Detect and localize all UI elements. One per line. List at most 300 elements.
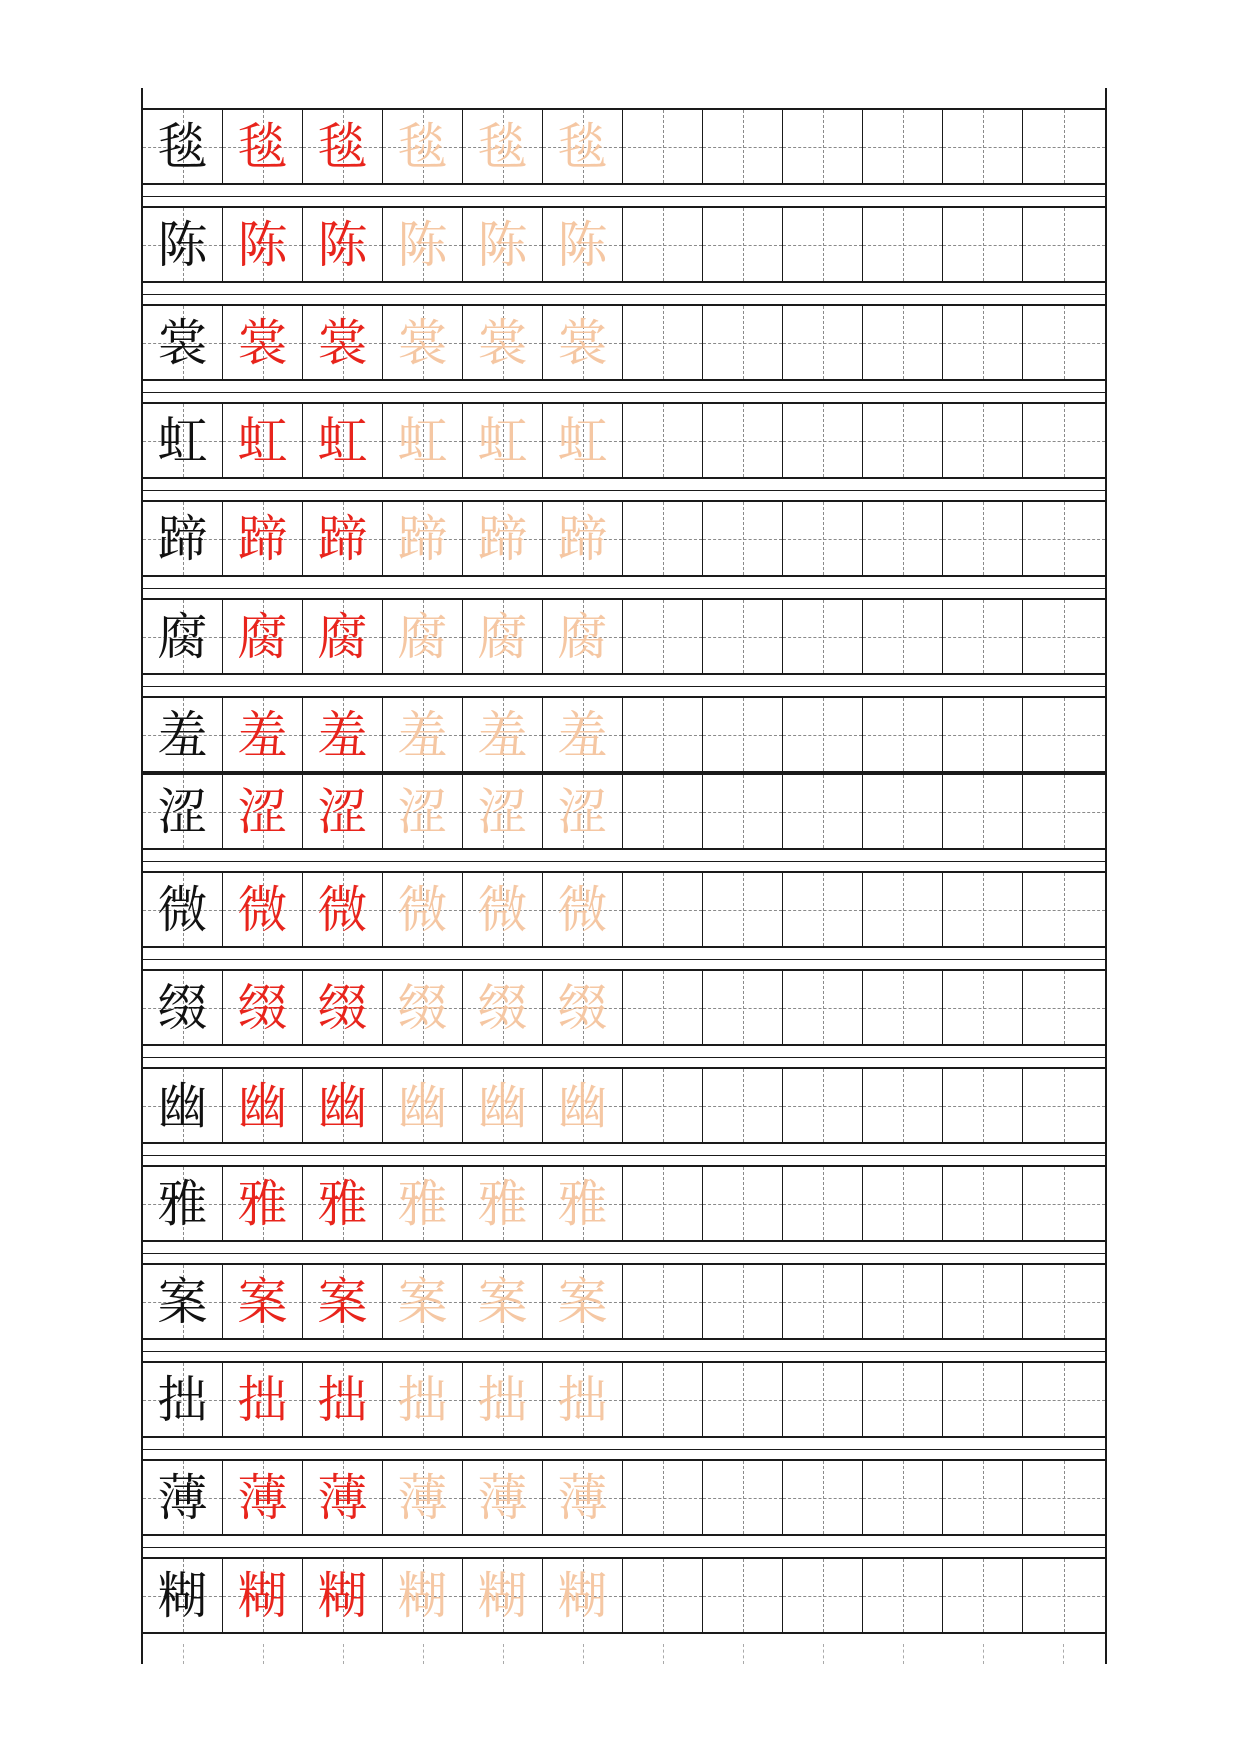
trace-char: 腐 — [397, 607, 448, 666]
model-char: 腐 — [157, 607, 208, 666]
row-gap — [141, 1242, 1107, 1263]
trace-char: 虹 — [477, 411, 528, 470]
light-trace-cell — [383, 1559, 463, 1632]
trace-char: 幽 — [397, 1076, 448, 1135]
model-char: 微 — [157, 880, 208, 939]
red-trace-cell — [223, 306, 303, 379]
trace-char: 裳 — [477, 313, 528, 372]
trace-char: 陈 — [557, 215, 608, 274]
light-trace-cell — [543, 1363, 623, 1436]
light-trace-cell — [463, 1461, 543, 1534]
practice-row — [141, 402, 1107, 479]
blank-practice-cell[interactable] — [863, 110, 943, 183]
red-trace-cell — [303, 698, 383, 771]
light-trace-cell — [463, 775, 543, 848]
light-trace-cell — [383, 873, 463, 946]
red-trace-cell — [303, 110, 383, 183]
blank-practice-cell[interactable] — [863, 1363, 943, 1436]
trace-char: 案 — [477, 1272, 528, 1331]
light-trace-cell — [463, 502, 543, 575]
blank-practice-cell[interactable] — [863, 1167, 943, 1240]
light-trace-cell — [383, 775, 463, 848]
practice-row — [141, 969, 1107, 1046]
model-char: 案 — [157, 1272, 208, 1331]
blank-practice-cell[interactable] — [1023, 698, 1105, 771]
model-char-cell — [143, 110, 223, 183]
light-trace-cell — [383, 1069, 463, 1142]
red-trace-cell — [223, 1167, 303, 1240]
practice-row — [141, 1263, 1107, 1340]
gap-line — [143, 588, 1105, 589]
light-trace-cell — [543, 1265, 623, 1338]
blank-practice-cell[interactable] — [863, 873, 943, 946]
trace-char: 拙 — [557, 1370, 608, 1429]
blank-practice-cell[interactable] — [943, 404, 1023, 477]
light-trace-cell — [463, 1069, 543, 1142]
practice-row — [141, 304, 1107, 381]
red-trace-cell — [303, 1461, 383, 1534]
trace-char: 拙 — [477, 1370, 528, 1429]
light-trace-cell — [463, 971, 543, 1044]
trace-char: 糊 — [237, 1566, 288, 1625]
light-trace-cell — [463, 208, 543, 281]
trace-char: 毯 — [237, 117, 288, 176]
blank-practice-cell[interactable] — [863, 1069, 943, 1142]
blank-practice-cell[interactable] — [783, 1265, 863, 1338]
model-char-cell — [143, 1363, 223, 1436]
blank-practice-cell[interactable] — [703, 502, 783, 575]
blank-practice-cell[interactable] — [623, 1167, 703, 1240]
trace-char: 蹄 — [237, 509, 288, 568]
trace-char: 陈 — [237, 215, 288, 274]
trace-char: 羞 — [237, 705, 288, 764]
blank-practice-cell[interactable] — [783, 775, 863, 848]
blank-practice-cell[interactable] — [943, 1167, 1023, 1240]
trace-char: 薄 — [477, 1468, 528, 1527]
gap-line — [143, 1155, 1105, 1156]
blank-practice-cell[interactable] — [623, 1265, 703, 1338]
blank-practice-cell[interactable] — [703, 1265, 783, 1338]
blank-practice-cell[interactable] — [783, 502, 863, 575]
trace-char: 幽 — [317, 1076, 368, 1135]
blank-practice-cell[interactable] — [1023, 208, 1105, 281]
blank-practice-cell[interactable] — [1023, 502, 1105, 575]
red-trace-cell — [223, 1265, 303, 1338]
model-char-cell — [143, 1167, 223, 1240]
model-char-cell — [143, 971, 223, 1044]
blank-practice-cell[interactable] — [623, 971, 703, 1044]
blank-practice-cell[interactable] — [703, 404, 783, 477]
trace-char: 涩 — [317, 782, 368, 841]
blank-practice-cell[interactable] — [703, 600, 783, 673]
trace-char: 涩 — [477, 782, 528, 841]
light-trace-cell — [463, 1559, 543, 1632]
practice-row — [141, 773, 1107, 850]
trace-char: 糊 — [317, 1566, 368, 1625]
gap-line — [143, 861, 1105, 862]
blank-practice-cell[interactable] — [863, 775, 943, 848]
tail-guide — [663, 1644, 664, 1664]
blank-practice-cell[interactable] — [943, 208, 1023, 281]
blank-practice-cell[interactable] — [783, 698, 863, 771]
light-trace-cell — [543, 502, 623, 575]
trace-char: 微 — [237, 880, 288, 939]
light-trace-cell — [383, 404, 463, 477]
red-trace-cell — [223, 208, 303, 281]
trace-char: 微 — [477, 880, 528, 939]
trace-char: 蹄 — [317, 509, 368, 568]
trace-char: 薄 — [317, 1468, 368, 1527]
blank-practice-cell[interactable] — [1023, 1167, 1105, 1240]
model-char-cell — [143, 1559, 223, 1632]
blank-practice-cell[interactable] — [943, 1069, 1023, 1142]
blank-practice-cell[interactable] — [943, 110, 1023, 183]
tail-guide — [343, 1644, 344, 1664]
gap-line — [143, 1449, 1105, 1450]
gap-line — [143, 686, 1105, 687]
light-trace-cell — [543, 404, 623, 477]
model-char: 羞 — [157, 705, 208, 764]
blank-practice-cell[interactable] — [1023, 404, 1105, 477]
gap-line — [143, 1351, 1105, 1352]
trace-char: 缀 — [317, 978, 368, 1037]
trace-char: 虹 — [317, 411, 368, 470]
red-trace-cell — [303, 404, 383, 477]
light-trace-cell — [383, 1265, 463, 1338]
red-trace-cell — [223, 1363, 303, 1436]
red-trace-cell — [223, 404, 303, 477]
blank-practice-cell[interactable] — [703, 306, 783, 379]
blank-practice-cell[interactable] — [863, 404, 943, 477]
blank-practice-cell[interactable] — [623, 1363, 703, 1436]
model-char: 毯 — [157, 117, 208, 176]
red-trace-cell — [303, 1265, 383, 1338]
blank-practice-cell[interactable] — [943, 873, 1023, 946]
trace-char: 羞 — [557, 705, 608, 764]
red-trace-cell — [223, 1069, 303, 1142]
model-char-cell — [143, 306, 223, 379]
red-trace-cell — [303, 775, 383, 848]
blank-practice-cell[interactable] — [1023, 600, 1105, 673]
light-trace-cell — [463, 110, 543, 183]
model-char-cell — [143, 698, 223, 771]
blank-practice-cell[interactable] — [703, 698, 783, 771]
trace-char: 雅 — [237, 1174, 288, 1233]
blank-practice-cell[interactable] — [1023, 1559, 1105, 1632]
blank-practice-cell[interactable] — [943, 698, 1023, 771]
row-gap — [141, 850, 1107, 871]
practice-row — [141, 696, 1107, 773]
blank-practice-cell[interactable] — [863, 1265, 943, 1338]
blank-practice-cell[interactable] — [863, 600, 943, 673]
blank-practice-cell[interactable] — [1023, 1069, 1105, 1142]
model-char: 薄 — [157, 1468, 208, 1527]
bottom-margin — [141, 1634, 1107, 1664]
blank-practice-cell[interactable] — [863, 1559, 943, 1632]
trace-char: 雅 — [557, 1174, 608, 1233]
blank-practice-cell[interactable] — [943, 1265, 1023, 1338]
blank-practice-cell[interactable] — [783, 600, 863, 673]
light-trace-cell — [463, 1265, 543, 1338]
red-trace-cell — [223, 1559, 303, 1632]
blank-practice-cell[interactable] — [1023, 1363, 1105, 1436]
blank-practice-cell[interactable] — [863, 306, 943, 379]
trace-char: 拙 — [397, 1370, 448, 1429]
blank-practice-cell[interactable] — [783, 1363, 863, 1436]
row-gap — [141, 675, 1107, 696]
light-trace-cell — [383, 1461, 463, 1534]
model-char: 糊 — [157, 1566, 208, 1625]
blank-practice-cell[interactable] — [1023, 1461, 1105, 1534]
blank-practice-cell[interactable] — [623, 1461, 703, 1534]
light-trace-cell — [543, 306, 623, 379]
light-trace-cell — [543, 971, 623, 1044]
row-gap — [141, 1144, 1107, 1165]
blank-practice-cell[interactable] — [703, 1363, 783, 1436]
blank-practice-cell[interactable] — [863, 698, 943, 771]
light-trace-cell — [463, 306, 543, 379]
tail-guide — [823, 1644, 824, 1664]
practice-row — [141, 500, 1107, 577]
blank-practice-cell[interactable] — [863, 1461, 943, 1534]
practice-row — [141, 1165, 1107, 1242]
trace-char: 蹄 — [397, 509, 448, 568]
red-trace-cell — [223, 873, 303, 946]
blank-practice-cell[interactable] — [1023, 775, 1105, 848]
red-trace-cell — [223, 600, 303, 673]
gap-line — [143, 196, 1105, 197]
row-gap — [141, 1340, 1107, 1361]
trace-char: 薄 — [557, 1468, 608, 1527]
blank-practice-cell[interactable] — [783, 1167, 863, 1240]
blank-practice-cell[interactable] — [943, 502, 1023, 575]
light-trace-cell — [383, 306, 463, 379]
trace-char: 幽 — [557, 1076, 608, 1135]
trace-char: 微 — [317, 880, 368, 939]
light-trace-cell — [463, 698, 543, 771]
blank-practice-cell[interactable] — [703, 1167, 783, 1240]
blank-practice-cell[interactable] — [863, 502, 943, 575]
red-trace-cell — [303, 873, 383, 946]
blank-practice-cell[interactable] — [943, 1559, 1023, 1632]
trace-char: 拙 — [237, 1370, 288, 1429]
blank-practice-cell[interactable] — [1023, 306, 1105, 379]
light-trace-cell — [383, 110, 463, 183]
blank-practice-cell[interactable] — [703, 1559, 783, 1632]
blank-practice-cell[interactable] — [943, 600, 1023, 673]
tail-guide — [1063, 1644, 1064, 1664]
trace-char: 涩 — [557, 782, 608, 841]
light-trace-cell — [543, 600, 623, 673]
red-trace-cell — [223, 971, 303, 1044]
trace-char: 陈 — [317, 215, 368, 274]
blank-practice-cell[interactable] — [783, 971, 863, 1044]
blank-practice-cell[interactable] — [623, 1559, 703, 1632]
blank-practice-cell[interactable] — [623, 873, 703, 946]
trace-char: 糊 — [397, 1566, 448, 1625]
blank-practice-cell[interactable] — [783, 404, 863, 477]
light-trace-cell — [383, 1363, 463, 1436]
blank-practice-cell[interactable] — [783, 873, 863, 946]
practice-row — [141, 1067, 1107, 1144]
gap-line — [143, 959, 1105, 960]
tail-guide — [743, 1644, 744, 1664]
blank-practice-cell[interactable] — [623, 208, 703, 281]
practice-row — [141, 108, 1107, 185]
blank-practice-cell[interactable] — [1023, 873, 1105, 946]
gap-line — [143, 294, 1105, 295]
trace-char: 羞 — [477, 705, 528, 764]
blank-practice-cell[interactable] — [783, 110, 863, 183]
blank-practice-cell[interactable] — [783, 306, 863, 379]
red-trace-cell — [223, 110, 303, 183]
trace-char: 腐 — [477, 607, 528, 666]
light-trace-cell — [463, 873, 543, 946]
blank-practice-cell[interactable] — [703, 873, 783, 946]
trace-char: 毯 — [557, 117, 608, 176]
red-trace-cell — [303, 1363, 383, 1436]
trace-char: 雅 — [317, 1174, 368, 1233]
blank-practice-cell[interactable] — [623, 404, 703, 477]
model-char-cell — [143, 600, 223, 673]
red-trace-cell — [223, 775, 303, 848]
blank-practice-cell[interactable] — [623, 775, 703, 848]
blank-practice-cell[interactable] — [943, 306, 1023, 379]
model-char-cell — [143, 1069, 223, 1142]
blank-practice-cell[interactable] — [943, 1461, 1023, 1534]
blank-practice-cell[interactable] — [943, 1363, 1023, 1436]
tail-guide — [583, 1644, 584, 1664]
blank-practice-cell[interactable] — [703, 1069, 783, 1142]
row-gap — [141, 381, 1107, 402]
trace-char: 案 — [237, 1272, 288, 1331]
trace-char: 缀 — [477, 978, 528, 1037]
light-trace-cell — [383, 698, 463, 771]
trace-char: 糊 — [557, 1566, 608, 1625]
top-margin — [141, 88, 1107, 108]
red-trace-cell — [223, 698, 303, 771]
model-char-cell — [143, 775, 223, 848]
blank-practice-cell[interactable] — [783, 1559, 863, 1632]
light-trace-cell — [463, 1167, 543, 1240]
row-gap — [141, 1536, 1107, 1557]
blank-practice-cell[interactable] — [783, 208, 863, 281]
red-trace-cell — [223, 1461, 303, 1534]
blank-practice-cell[interactable] — [703, 971, 783, 1044]
blank-practice-cell[interactable] — [623, 110, 703, 183]
light-trace-cell — [383, 971, 463, 1044]
trace-char: 裳 — [397, 313, 448, 372]
trace-char: 微 — [397, 880, 448, 939]
gap-line — [143, 1253, 1105, 1254]
model-char: 涩 — [157, 782, 208, 841]
row-gap — [141, 479, 1107, 500]
blank-practice-cell[interactable] — [783, 1461, 863, 1534]
tail-guide — [503, 1644, 504, 1664]
trace-char: 腐 — [557, 607, 608, 666]
light-trace-cell — [543, 208, 623, 281]
blank-practice-cell[interactable] — [703, 1461, 783, 1534]
red-trace-cell — [303, 208, 383, 281]
trace-char: 腐 — [237, 607, 288, 666]
trace-char: 蹄 — [477, 509, 528, 568]
trace-char: 毯 — [397, 117, 448, 176]
practice-row — [141, 1557, 1107, 1634]
blank-practice-cell[interactable] — [623, 698, 703, 771]
trace-char: 毯 — [317, 117, 368, 176]
red-trace-cell — [303, 971, 383, 1044]
tail-guide — [903, 1644, 904, 1664]
blank-practice-cell[interactable] — [943, 775, 1023, 848]
model-char-cell — [143, 873, 223, 946]
row-gap — [141, 1438, 1107, 1459]
blank-practice-cell[interactable] — [1023, 971, 1105, 1044]
blank-practice-cell[interactable] — [703, 208, 783, 281]
blank-practice-cell[interactable] — [783, 1069, 863, 1142]
light-trace-cell — [543, 698, 623, 771]
light-trace-cell — [383, 502, 463, 575]
light-trace-cell — [543, 1167, 623, 1240]
blank-practice-cell[interactable] — [703, 775, 783, 848]
trace-char: 陈 — [397, 215, 448, 274]
blank-practice-cell[interactable] — [623, 600, 703, 673]
tail-guide — [983, 1644, 984, 1664]
model-char-cell — [143, 1265, 223, 1338]
trace-char: 虹 — [557, 411, 608, 470]
blank-practice-cell[interactable] — [1023, 110, 1105, 183]
light-trace-cell — [543, 1069, 623, 1142]
red-trace-cell — [223, 502, 303, 575]
trace-char: 案 — [397, 1272, 448, 1331]
light-trace-cell — [383, 208, 463, 281]
light-trace-cell — [463, 600, 543, 673]
gap-line — [143, 392, 1105, 393]
trace-char: 幽 — [237, 1076, 288, 1135]
light-trace-cell — [543, 1461, 623, 1534]
model-char: 虹 — [157, 411, 208, 470]
trace-char: 幽 — [477, 1076, 528, 1135]
light-trace-cell — [543, 775, 623, 848]
trace-char: 裳 — [557, 313, 608, 372]
blank-practice-cell[interactable] — [623, 306, 703, 379]
trace-char: 缀 — [557, 978, 608, 1037]
model-char-cell — [143, 502, 223, 575]
trace-char: 缀 — [397, 978, 448, 1037]
practice-row — [141, 598, 1107, 675]
blank-practice-cell[interactable] — [623, 1069, 703, 1142]
trace-char: 微 — [557, 880, 608, 939]
blank-practice-cell[interactable] — [863, 208, 943, 281]
practice-row — [141, 1361, 1107, 1438]
model-char-cell — [143, 208, 223, 281]
trace-char: 涩 — [397, 782, 448, 841]
blank-practice-cell[interactable] — [623, 502, 703, 575]
blank-practice-cell[interactable] — [863, 971, 943, 1044]
trace-char: 拙 — [317, 1370, 368, 1429]
model-char: 雅 — [157, 1174, 208, 1233]
blank-practice-cell[interactable] — [703, 110, 783, 183]
trace-char: 裳 — [237, 313, 288, 372]
light-trace-cell — [543, 873, 623, 946]
row-gap — [141, 577, 1107, 598]
blank-practice-cell[interactable] — [1023, 1265, 1105, 1338]
gap-line — [143, 1057, 1105, 1058]
red-trace-cell — [303, 306, 383, 379]
trace-char: 缀 — [237, 978, 288, 1037]
blank-practice-cell[interactable] — [943, 971, 1023, 1044]
red-trace-cell — [303, 1069, 383, 1142]
practice-row — [141, 206, 1107, 283]
